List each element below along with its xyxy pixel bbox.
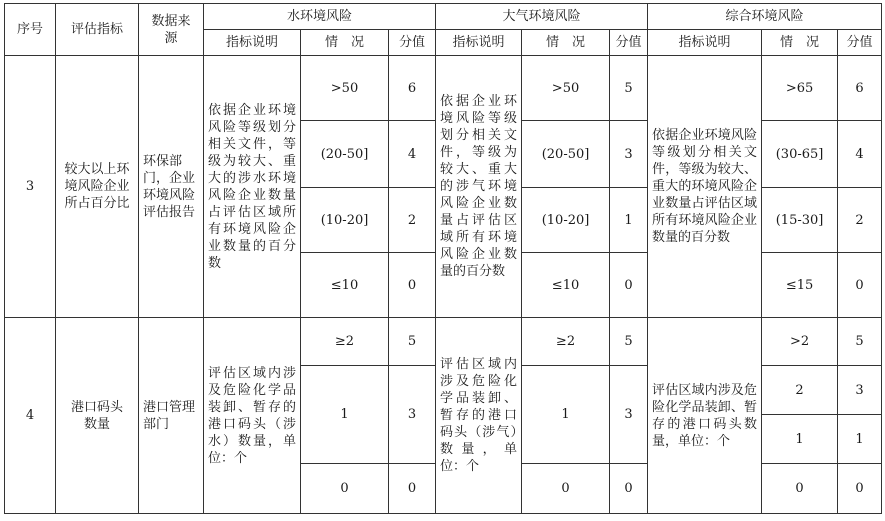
air-cond-header: 情 况 (522, 30, 610, 56)
row3-water-score: 6 (389, 56, 436, 121)
row4-water-score: 5 (389, 318, 436, 366)
row3-air-cond: >50 (522, 56, 610, 121)
row3-comp-cond: (15-30] (762, 188, 838, 253)
water-score-header: 分值 (389, 30, 436, 56)
col-seq-header: 序号 (5, 4, 56, 56)
comp-risk-header: 综合环境风险 (648, 4, 882, 30)
row3-comp-score: 2 (838, 188, 882, 253)
row4-comp-desc: 评估区域内涉及危险化学品装卸、暂存的港口码头数量，单位：个 (648, 318, 762, 514)
water-risk-header: 水环境风险 (204, 4, 436, 30)
row3-air-cond: ≤10 (522, 253, 610, 318)
row3-air-cond: (10-20] (522, 188, 610, 253)
comp-score-header: 分值 (838, 30, 882, 56)
air-risk-header: 大气环境风险 (436, 4, 648, 30)
row4-source: 港口管理部门 (139, 318, 204, 514)
row4-comp-cond: 1 (762, 415, 838, 464)
row3-comp-cond: >65 (762, 56, 838, 121)
row4-comp-cond: 2 (762, 366, 838, 415)
row4-water-desc: 评估区域内涉及危险化学品装卸、暂存的港口码头（涉水）数量，单位：个 (204, 318, 301, 514)
row3-water-cond: (20-50] (301, 121, 389, 188)
row4-air-score: 0 (610, 464, 648, 514)
row4-air-score: 5 (610, 318, 648, 366)
row4-air-cond: 0 (522, 464, 610, 514)
row3-water-score: 2 (389, 188, 436, 253)
row3-comp-desc: 依据企业环境风险等级划分相关文件，等级为较大、重大的环境风险企业数量占评估区域所有环境风险企业数量的百分数 (648, 56, 762, 318)
row4-water-cond: ≥2 (301, 318, 389, 366)
row3-water-desc: 依据企业环境风险等级划分相关文件，等级为较大、重大的涉水环境风险企业数量占评估区域所有环境风险企业数量的百分数 (204, 56, 301, 318)
col-indicator-header: 评估指标 (56, 4, 139, 56)
row3-water-cond: >50 (301, 56, 389, 121)
row4-comp-score: 5 (838, 318, 882, 366)
row4-comp-cond: >2 (762, 318, 838, 366)
water-cond-header: 情 况 (301, 30, 389, 56)
header-row-1 (5, 4, 882, 30)
row3-source: 环保部门，企业环境风险评估报告 (139, 56, 204, 318)
row3-comp-cond: ≤15 (762, 253, 838, 318)
row4-comp-score: 1 (838, 415, 882, 464)
row3-comp-score: 4 (838, 121, 882, 188)
row4-comp-score: 3 (838, 366, 882, 415)
row3-comp-score: 0 (838, 253, 882, 318)
row4-air-desc: 评估区域内涉及危险化学品装卸、暂存的港口码头（涉气）数量，单位：个 (436, 318, 522, 514)
row4-comp-cond: 0 (762, 464, 838, 514)
row3-air-cond: (20-50] (522, 121, 610, 188)
row4-seq: 4 (5, 318, 56, 514)
row4-water-cond: 1 (301, 366, 389, 464)
row3-water-score: 0 (389, 253, 436, 318)
row4-water-cond: 0 (301, 464, 389, 514)
row3-air-desc: 依据企业环境风险等级划分相关文件，等级为较大、重大的涉气环境风险企业数量占评估区域所有环境风险企业数量的百分数 (436, 56, 522, 318)
table-row (5, 318, 882, 366)
comp-cond-header: 情 况 (762, 30, 838, 56)
row3-comp-cond: (30-65] (762, 121, 838, 188)
comp-desc-header: 指标说明 (648, 30, 762, 56)
row3-seq: 3 (5, 56, 56, 318)
air-score-header: 分值 (610, 30, 648, 56)
row3-water-score: 4 (389, 121, 436, 188)
row4-air-score: 3 (610, 366, 648, 464)
air-desc-header: 指标说明 (436, 30, 522, 56)
row3-indicator: 较大以上环境风险企业所占百分比 (56, 56, 139, 318)
row3-air-score: 1 (610, 188, 648, 253)
table-row (5, 56, 882, 121)
col-source-header: 数据来源 (139, 4, 204, 56)
row3-water-cond: ≤10 (301, 253, 389, 318)
row4-air-cond: ≥2 (522, 318, 610, 366)
row3-air-score: 5 (610, 56, 648, 121)
row4-air-cond: 1 (522, 366, 610, 464)
row4-comp-score: 0 (838, 464, 882, 514)
row4-water-score: 0 (389, 464, 436, 514)
row3-comp-score: 6 (838, 56, 882, 121)
row3-air-score: 0 (610, 253, 648, 318)
water-desc-header: 指标说明 (204, 30, 301, 56)
risk-assessment-table (4, 3, 882, 514)
row3-air-score: 3 (610, 121, 648, 188)
row4-water-score: 3 (389, 366, 436, 464)
row3-water-cond: (10-20] (301, 188, 389, 253)
row4-indicator: 港口码头数量 (56, 318, 139, 514)
